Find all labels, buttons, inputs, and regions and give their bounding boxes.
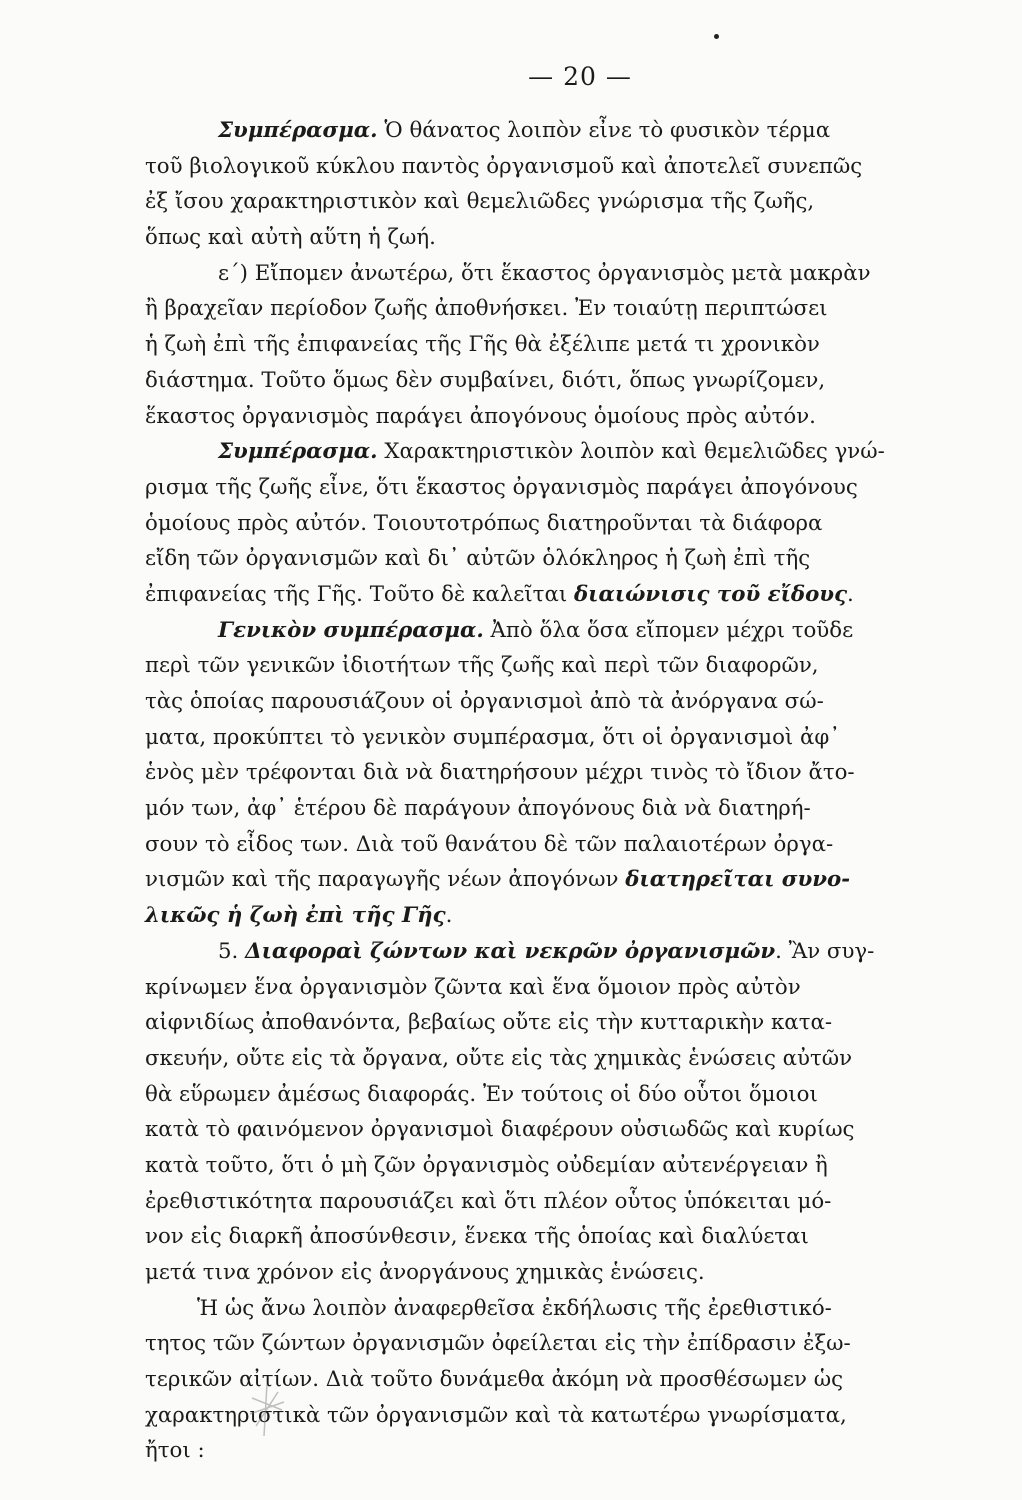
paragraph-section-5 — [145, 934, 1005, 1291]
line-text: νισμῶν καὶ τῆς παραγωγῆς νέων ἀπογόνων — [145, 867, 626, 893]
emphasis-term: λικῶς ἡ ζωὴ ἐπὶ τῆς Γῆς — [145, 903, 446, 929]
paragraph-heading: Συμπέρασμα. — [218, 118, 378, 143]
text-line: ὁμοίους πρὸς αὐτόν. Τοιουτοτρόπως διατηροῦνται τὰ διάφορα — [145, 510, 823, 536]
text-line: εἴδη τῶν ὀργανισμῶν καὶ δι᾽ αὐτῶν ὁλόκληρος ἡ ζωὴ ἐπὶ τῆς — [145, 546, 811, 572]
text-line: χαρακτηριστικὰ τῶν ὀργανισμῶν καὶ τὰ κατωτέρω γνωρίσματα, — [145, 1402, 847, 1428]
text-line: ἐξ ἴσου χαρακτηριστικὸν καὶ θεμελιῶδες γνώρισμα τῆς ζωῆς, — [145, 189, 815, 215]
text-line: κατὰ τοῦτο, ὅτι ὁ μὴ ζῶν ὀργανισμὸς οὐδεμίαν αὐτενέργειαν ἢ — [145, 1152, 828, 1178]
text-line — [145, 613, 1005, 649]
text-line — [145, 862, 1005, 898]
text-line: μετά τινα χρόνον εἰς ἀνοργάνους χημικὰς ἑνώσεις. — [145, 1260, 705, 1285]
paragraph-general-conclusion — [145, 613, 1005, 934]
text-line — [145, 434, 1005, 470]
section-heading: Διαφοραὶ ζώντων καὶ νεκρῶν ὀργανισμῶν — [245, 938, 776, 964]
text-line — [145, 113, 1005, 149]
ink-dot — [714, 34, 719, 39]
text-line: νον εἰς διαρκῆ ἀποσύνθεσιν, ἕνεκα τῆς ὁποίας καὶ διαλύεται — [145, 1224, 809, 1250]
text-line: ε΄) Εἴπομεν ἀνωτέρω, ὅτι ἕκαστος ὀργανισμὸς μετὰ μακρὰν — [218, 260, 871, 286]
text-line: τερικῶν αἰτίων. Διὰ τοῦτο δυνάμεθα ἀκόμη νὰ προσθέσωμεν ὡς — [145, 1367, 844, 1393]
text-line: θὰ εὕρωμεν ἀμέσως διαφοράς. Ἐν τούτοις οἱ δύο οὗτοι ὅμοιοι — [145, 1081, 818, 1107]
line-text: . — [445, 903, 453, 929]
text-line: ὅπως καὶ αὐτὴ αὕτη ἡ ζωή. — [145, 225, 436, 251]
section-number: 5. — [218, 938, 246, 964]
text-line: τοῦ βιολογικοῦ κύκλου παντὸς ὀργανισμοῦ καὶ ἀποτελεῖ συνεπῶς — [145, 153, 863, 179]
line-text: . — [847, 581, 854, 607]
text-line: ἕκαστος ὀργανισμὸς παράγει ἀπογόνους ὁμοίους πρὸς αὐτόν. — [145, 403, 816, 429]
paragraph-e-reproduction — [145, 256, 1005, 434]
text-line: τητος τῶν ζώντων ὀργανισμῶν ὀφείλεται εἰς τὴν ἐπίδρασιν ἐξω- — [145, 1331, 851, 1357]
text-line: ἢ βραχεῖαν περίοδον ζωῆς ἀποθνήσκει. Ἐν τοιαύτῃ περιπτώσει — [145, 296, 828, 322]
text-line: ἑνὸς μὲν τρέφονται διὰ νὰ διατηρήσουν μέχρι τινὸς τὸ ἴδιον ἄτο- — [145, 760, 855, 786]
text-line — [145, 898, 1005, 934]
paragraph-heading: Γενικὸν συμπέρασμα. — [218, 617, 484, 643]
text-line: μόν των, ἀφ᾽ ἑτέρου δὲ παράγουν ἀπογόνους διὰ νὰ διατηρή- — [145, 796, 811, 822]
text-line: αἰφνιδίως ἀποθανόντα, βεβαίως οὔτε εἰς τὴν κυτταρικὴν κατα- — [145, 1010, 833, 1036]
text-line: ρισμα τῆς ζωῆς εἶνε, ὅτι ἕκαστος ὀργανισμὸς παράγει ἀπογόνους — [145, 474, 858, 500]
text-line: ἐρεθιστικότητα παρουσιάζει καὶ ὅτι πλέον οὗτος ὑπόκειται μό- — [145, 1188, 832, 1214]
text-line: τὰς ὁποίας παρουσιάζουν οἱ ὀργανισμοὶ ἀπὸ τὰ ἀνόργανα σώ- — [145, 689, 824, 714]
paragraph-conclusion-species — [145, 434, 1005, 612]
line-text: Ἀπὸ ὅλα ὅσα εἴπομεν μέχρι τοῦδε — [483, 617, 854, 643]
text-line: σουν τὸ εἶδος των. Διὰ τοῦ θανάτου δὲ τῶν παλαιοτέρων ὀργα- — [145, 831, 834, 857]
paragraph-conclusion-death — [145, 113, 1005, 256]
paragraph-heading: Συμπέρασμα. — [218, 439, 378, 465]
text-line: σκευήν, οὔτε εἰς τὰ ὄργανα, οὔτε εἰς τὰς χημικὰς ἑνώσεις αὐτῶν — [145, 1045, 853, 1071]
emphasis-term: διατηρεῖται συνο- — [625, 867, 851, 893]
text-line: κρίνωμεν ἕνα ὀργανισμὸν ζῶντα καὶ ἕνα ὅμοιον πρὸς αὐτὸν — [145, 974, 801, 1000]
text-line: διάστημα. Τοῦτο ὅμως δὲν συμβαίνει, διότι, ὅπως γνωρίζομεν, — [145, 367, 826, 393]
line-text: Χαρακτηριστικὸν λοιπὸν καὶ θεμελιῶδες γνώ- — [377, 439, 885, 465]
emphasis-term: διαιώνισις τοῦ εἴδους — [573, 581, 848, 607]
line-text: . Ἂν συγ- — [775, 938, 875, 964]
document-page — [145, 62, 1005, 1469]
faint-stamp-mark — [242, 1380, 292, 1440]
text-line: περὶ τῶν γενικῶν ἰδιοτήτων τῆς ζωῆς καὶ περὶ τῶν διαφορῶν, — [145, 653, 819, 679]
text-line: ματα, προκύπτει τὸ γενικὸν συμπέρασμα, ὅτι οἱ ὀργανισμοὶ ἀφ᾽ — [145, 724, 840, 750]
text-line — [145, 577, 1005, 613]
text-line — [145, 934, 1005, 970]
text-line: ἡ ζωὴ ἐπὶ τῆς ἐπιφανείας τῆς Γῆς θὰ ἐξέλιπε μετά τι χρονικὸν — [145, 332, 820, 358]
line-text: ἐπιφανείας τῆς Γῆς. Τοῦτο δὲ καλεῖται — [145, 581, 574, 607]
line-text: Ὁ θάνατος λοιπὸν εἶνε τὸ φυσικὸν τέρμα — [377, 118, 831, 143]
text-line: ἤτοι : — [145, 1438, 205, 1464]
text-line: Ἡ ὡς ἄνω λοιπὸν ἀναφερθεῖσα ἐκδήλωσις τῆς ἐρεθιστικό- — [197, 1295, 832, 1321]
page-number: — 20 — — [528, 62, 632, 91]
text-line: κατὰ τὸ φαινόμενον ὀργανισμοὶ διαφέρουν οὐσιωδῶς καὶ κυρίως — [145, 1117, 855, 1143]
